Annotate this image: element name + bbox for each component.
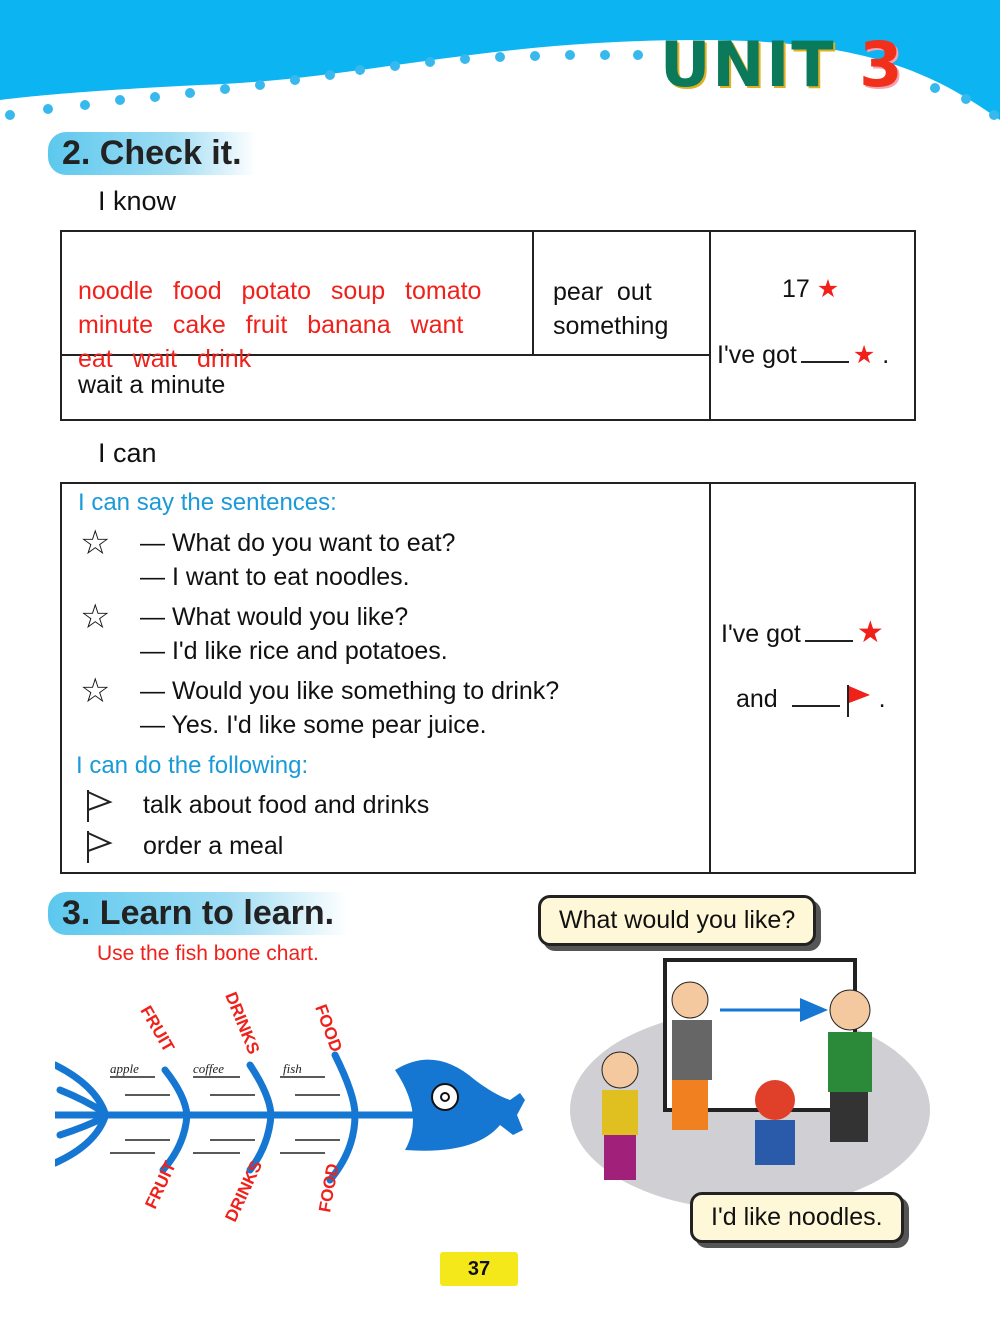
star-total: 17 ★: [782, 275, 840, 303]
got-stars: I've got ★ .: [717, 341, 890, 369]
black-words: pear out something: [553, 278, 669, 340]
instruction: Use the fish bone chart.: [97, 942, 319, 965]
i-know-label: I know: [98, 186, 177, 216]
example-coffee: coffee: [193, 1061, 225, 1076]
star-icon: ★: [856, 616, 884, 649]
page-number: 37: [440, 1252, 518, 1286]
category-drinks-top: DRINKS: [221, 989, 264, 1057]
category-fruit-bottom: FRUIT: [141, 1158, 180, 1212]
example-fish: fish: [283, 1061, 302, 1076]
got-flags: and .: [736, 682, 886, 717]
sentence-group-2: ☆ — What would you like? — I'd like rice and potatoes.: [80, 598, 448, 665]
category-fruit-top: FRUIT: [136, 1002, 179, 1056]
example-apple: apple: [110, 1061, 139, 1076]
red-flag-icon: [844, 683, 872, 717]
speech-bubble-answer: I'd like noodles.: [690, 1192, 904, 1243]
star-icon: ★: [852, 341, 876, 369]
flag-outline-icon[interactable]: [84, 788, 114, 824]
phrase: wait a minute: [78, 371, 226, 399]
sentence-group-1: ☆ — What do you want to eat? — I want to eat noodles.: [80, 524, 456, 591]
category-food-top: FOOD: [311, 1001, 346, 1055]
i-can-label: I can: [98, 438, 157, 468]
section-title-learn: 3. Learn to learn.: [48, 892, 348, 935]
say-heading: I can say the sentences:: [78, 489, 337, 516]
flag-outline-icon[interactable]: [84, 829, 114, 865]
speech-bubble-question: What would you like?: [538, 895, 816, 946]
category-drinks-bottom: DRINKS: [221, 1157, 267, 1225]
do-heading: I can do the following:: [76, 752, 309, 779]
star-outline-icon[interactable]: ☆: [80, 672, 111, 710]
fish-bone-chart: [55, 985, 525, 1245]
red-words: noodle food potato soup tomato minute cake fruit banana want eat wait drink: [78, 277, 482, 373]
section-title-check-it: 2. Check it.: [48, 132, 256, 175]
category-food-bottom: FOOD: [315, 1162, 343, 1214]
task-1: talk about food and drinks: [84, 788, 429, 824]
star-icon: ★: [816, 275, 840, 303]
star-outline-icon[interactable]: ☆: [80, 524, 111, 562]
sentence-group-3: ☆ — Would you like something to drink? — Yes. I'd like some pear juice.: [80, 672, 560, 739]
star-outline-icon[interactable]: ☆: [80, 598, 111, 636]
got-stars-2: I've got ★: [721, 616, 884, 649]
unit-title: UNIT 3: [660, 28, 905, 101]
task-2: order a meal: [84, 829, 283, 865]
